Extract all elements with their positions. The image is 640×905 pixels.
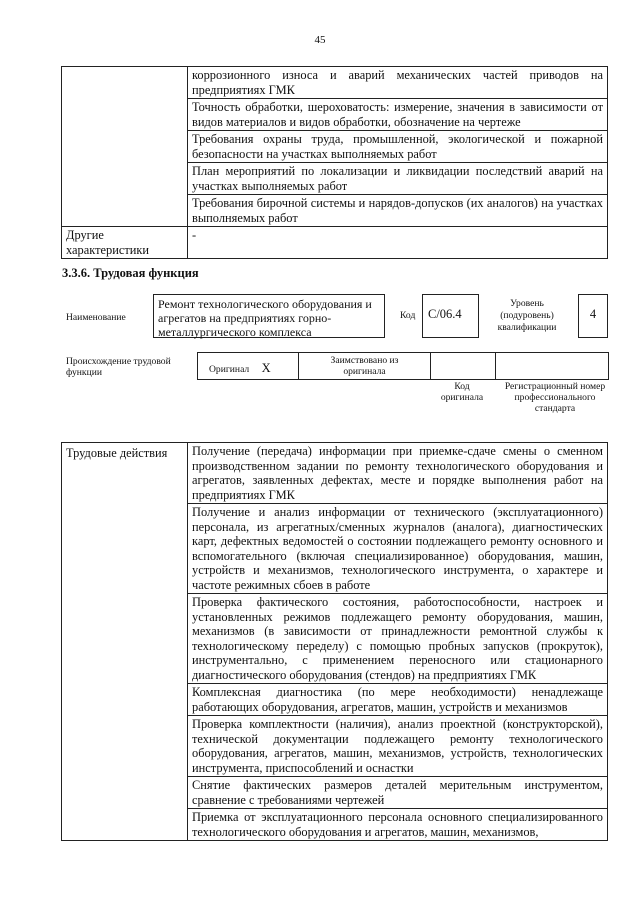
code-original-cell (430, 352, 496, 380)
borrowed-cell (298, 352, 431, 380)
original-cell (197, 352, 299, 380)
table-cell: Проверка комплектности (наличия), анализ проектной (конструкторской), технической документации подлежащего ремонту технологического оборудования, агрегатов, машин, механизмов, устройств, технологических инструмента, приспособлений и оснастки (188, 716, 608, 777)
code-original-label: Код оригинала (440, 381, 484, 403)
table-label-cell (62, 67, 188, 227)
level-label: Уровень (подуровень) квалификации (497, 298, 557, 333)
table-cell: Проверка фактического состояния, работоспособности, настроек и установленных режимов подлежащего ремонту оборудования, машин, механизмов (в зависимости от принадлежности ремонтной службы к технологическому переделу) с помощью пробных запусков (прокруток), инструментально, с применением переносного или стационарного диагностического оборудования (стендов) на предприятиях ГМК (188, 594, 608, 684)
level-value: 4 (578, 294, 608, 338)
table-cell: Получение и анализ информации от технического (эксплуатационного) персонала, из агрегатных/сменных журналов (аналога), диагностических карт, дефектных ведомостей о состоянии подлежащего ремонту основного и вспомогательного (включая специализированное) оборудования, машин, устройств и механизмов, технологического инструмента, о характере и частоте режимных сбоев в работе (188, 504, 608, 594)
table-cell: План мероприятий по локализации и ликвидации последствий аварий на участках выполняемых работ (188, 163, 608, 195)
table-cell: Приемка от эксплуатационного персонала основного специализированного технологического оборудования и агрегатов, машин, механизмов, (188, 809, 608, 841)
table-cell: Требования охраны труда, промышленной, экологической и пожарной безопасности на участках выполняемых работ (188, 131, 608, 163)
name-label: Наименование (66, 312, 126, 323)
labor-actions-label: Трудовые действия (62, 443, 188, 841)
origin-label: Происхождение трудовой функции (66, 356, 171, 378)
table-row (62, 227, 608, 259)
table-cell: Снятие фактических размеров деталей мерительным инструментом, сравнение с требованиями чертежей (188, 777, 608, 809)
original-label: Оригинал (209, 364, 250, 375)
section-heading: 3.3.6. Трудовая функция (62, 266, 199, 280)
other-characteristics-value: - (188, 227, 608, 259)
function-name-value: Ремонт технологического оборудования и агрегатов на предприятиях горно-металлургического комплекса (153, 294, 385, 338)
reg-number-label: Регистрационный номер профессионального стандарта (504, 381, 606, 414)
knowledge-table (61, 66, 608, 259)
table-cell: коррозионного износа и аварий механических частей приводов на предприятиях ГМК (188, 67, 608, 99)
reg-number-cell (495, 352, 609, 380)
code-value: C/06.4 (422, 294, 479, 338)
page-number: 45 (314, 34, 326, 46)
table-cell: Точность обработки, шероховатость: измерение, значения в зависимости от видов материалов и видов обработки, обозначение на чертеже (188, 99, 608, 131)
table-row (62, 443, 608, 504)
original-mark: X (261, 361, 271, 375)
other-characteristics-label: Другие характеристики (62, 227, 188, 259)
table-cell: Получение (передача) информации при приемке-сдаче смены о сменном производственном задании по ремонту технологического оборудования и агрегатов, заявленных дефектах, месте и порядке выполнения работ на предприятиях ГМК (188, 443, 608, 504)
labor-actions-table (61, 442, 608, 841)
code-label: Код (400, 310, 416, 321)
table-cell: Требования бирочной системы и нарядов-допусков (их аналогов) на участках выполняемых работ (188, 195, 608, 227)
borrowed-label: Заимствовано из оригинала (330, 355, 399, 377)
table-cell: Комплексная диагностика (по мере необходимости) ненадлежаще работающих оборудования, агрегатов, машин, устройств и механизмов (188, 684, 608, 716)
table-row (62, 67, 608, 99)
